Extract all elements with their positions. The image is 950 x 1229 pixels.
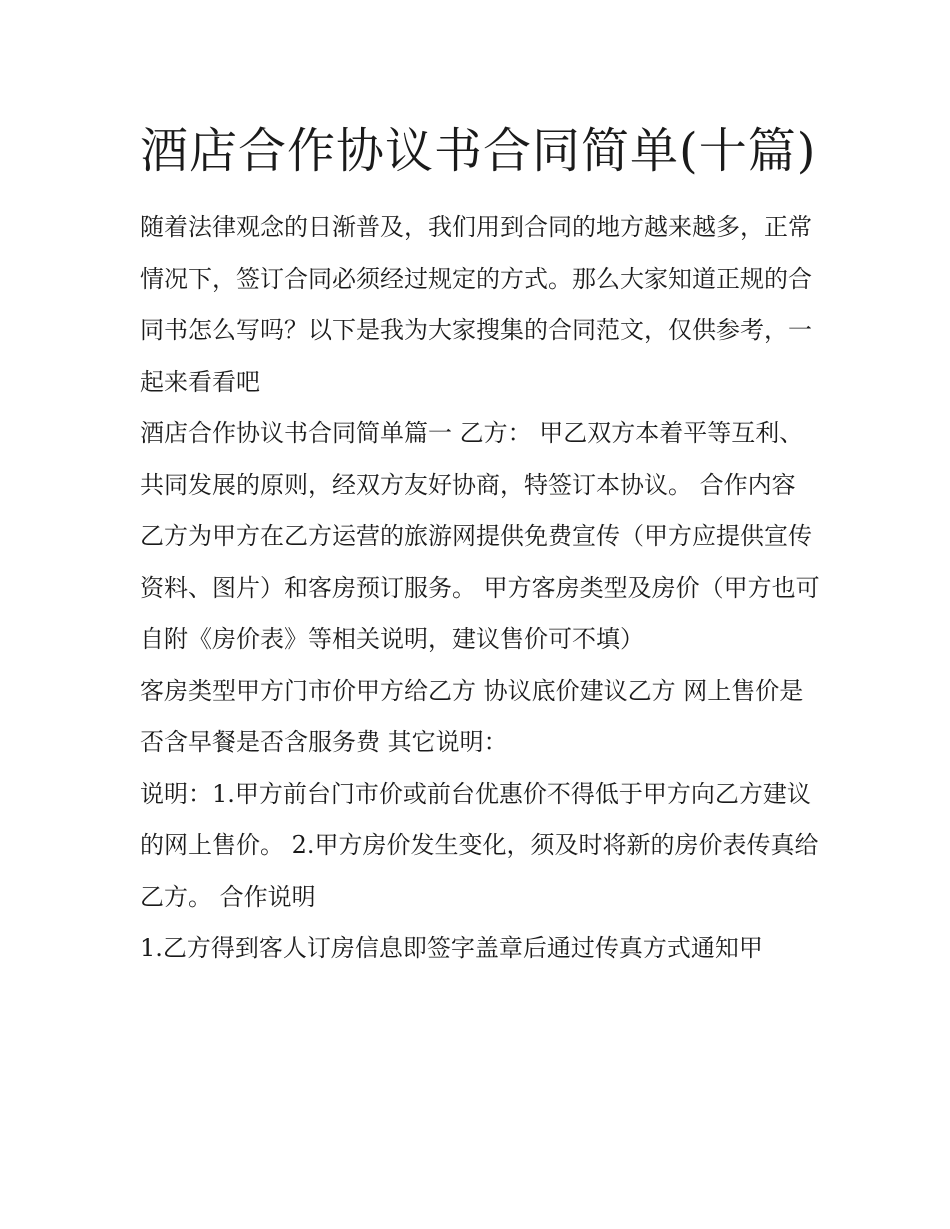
paragraph-price-notes: 说明：1.甲方前台门市价或前台优惠价不得低于甲方向乙方建议的网上售价。 2.甲方房价发生变化，须及时将新的房价表传真给乙方。 合作说明	[140, 779, 819, 911]
document-body	[140, 112, 820, 975]
paragraph-intro: 随着法律观念的日渐普及，我们用到合同的地方越来越多，正常情况下，签订合同必须经过规定的方式。那么大家知道正规的合同书怎么写吗？以下是我为大家搜集的合同范文，仅供参考，一起来看看吧	[140, 213, 812, 396]
document-title: 酒店合作协议书合同简单(十篇)	[140, 123, 817, 179]
paragraph-room-type-table: 客房类型甲方门市价甲方给乙方 协议底价建议乙方 网上售价是否含早餐是否含服务费 其它说明：	[140, 676, 804, 756]
paragraph-cooperation-content: 乙方为甲方在乙方运营的旅游网提供免费宣传（甲方应提供宣传资料、图片）和客房预订服务。 甲方客房类型及房价（甲方也可自附《房价表》等相关说明，建议售价可不填）	[140, 522, 820, 653]
paragraph-agreement-opening: 酒店合作协议书合同简单篇一 乙方： 甲乙双方本着平等互利、共同发展的原则，经双方友好协商，特签订本协议。 合作内容	[140, 419, 804, 499]
paragraph-cooperation-clause-1: 1.乙方得到客人订房信息即签字盖章后通过传真方式通知甲	[140, 934, 763, 962]
